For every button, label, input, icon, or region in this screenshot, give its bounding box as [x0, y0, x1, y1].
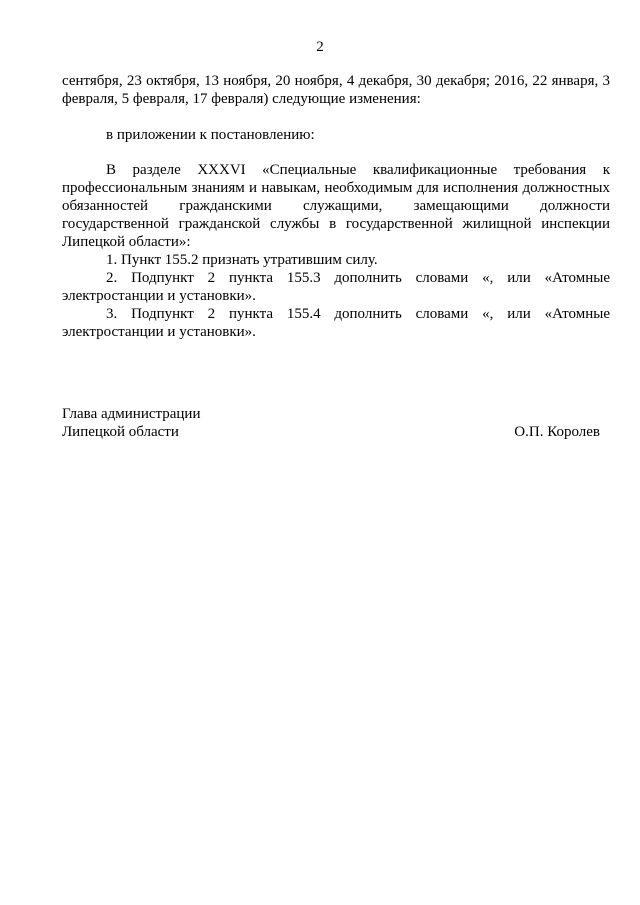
signatory-position-line-2: Липецкой области: [62, 424, 179, 440]
signature-block: [62, 405, 610, 441]
paragraph-continuation-text: сентября, 23 октября, 13 ноября, 20 ноября, 4 декабря, 30 декабря; 2016, 22 января, 3 февраля, 5 февраля, 17 февраля) следующие изменения:: [62, 73, 610, 107]
signatory-name: О.П. Королев: [514, 424, 600, 440]
paragraph-section-heading: В разделе XXXVI «Специальные квалификационные требования к профессиональным знаниям и навыкам, необходимым для исполнения должностных обязанностей гражданскими служащими, замещающими должности государственной гражданской службы в государственной жилищной инспекции Липецкой области»:: [62, 162, 610, 250]
amendments-block: [62, 161, 610, 341]
paragraph-annex: [62, 126, 610, 144]
amendment-item-1: 1. Пункт 155.2 признать утратившим силу.: [106, 252, 378, 268]
signatory-position-line-1: Глава администрации: [62, 406, 201, 422]
signature-row: [62, 423, 610, 441]
page-number: 2: [316, 39, 324, 55]
paragraph-annex-text: в приложении к постановлению:: [106, 127, 315, 143]
amendment-item-2: 2. Подпункт 2 пункта 155.3 дополнить словами «, или «Атомные электростанции и установки».: [62, 270, 610, 304]
amendment-item-3: 3. Подпункт 2 пункта 155.4 дополнить словами «, или «Атомные электростанции и установки».: [62, 306, 610, 340]
paragraph-continuation: [62, 72, 610, 108]
